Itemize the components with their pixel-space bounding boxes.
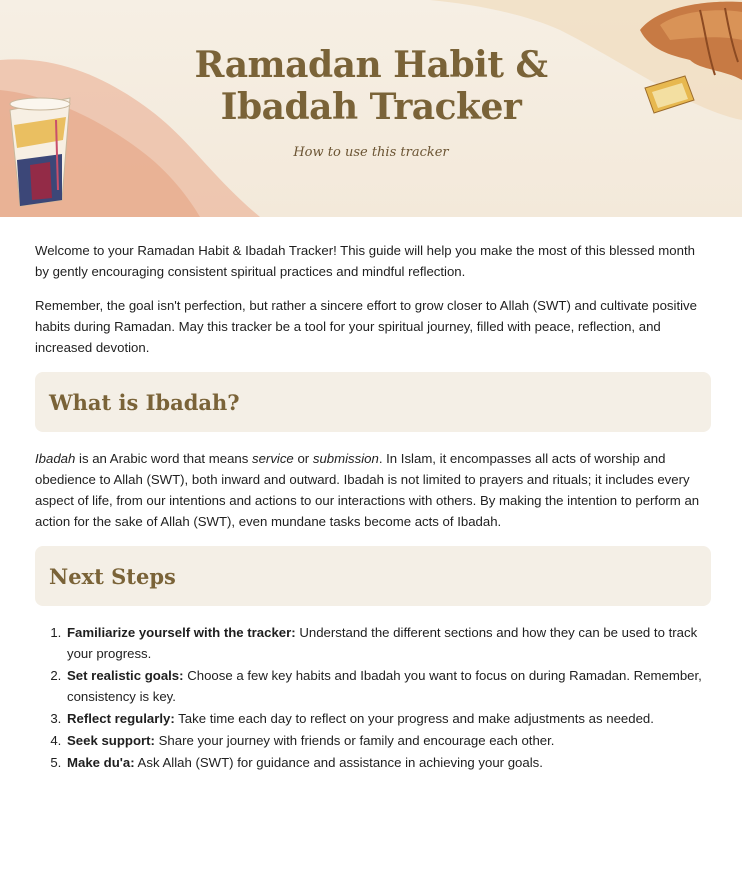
document-body (35, 240, 711, 774)
reminder-paragraph: Remember, the goal isn't perfection, but rather a sincere effort to grow closer to Allah (SWT) and cultivate positive habits during Ramadan. May this tracker be a tool for your spiritual journey, filled with peace, reflection, and increased devotion. (35, 298, 697, 355)
next-steps-list (35, 622, 711, 773)
section-heading: What is Ibadah? (49, 389, 240, 415)
term-ibadah: Ibadah (35, 451, 76, 466)
intro-paragraph: Welcome to your Ramadan Habit & Ibadah Tracker! This guide will help you make the most of this blessed month by gently encouraging consistent spiritual practices and mindful reflection. (35, 243, 695, 279)
section-header-next-steps (35, 546, 711, 606)
list-item: 3. Reflect regularly: Take time each day to reflect on your progress and make adjustments as needed. (65, 708, 711, 729)
list-item: 4. Seek support: Share your journey with friends or family and encourage each other. (65, 730, 711, 751)
section-heading: Next Steps (49, 563, 176, 589)
list-item: 1. Familiarize yourself with the tracker: Understand the different sections and how they can be used to track your progress. (65, 622, 711, 664)
header-banner (0, 0, 742, 217)
ibadah-definition-paragraph: Ibadah is an Arabic word that means service or submission. In Islam, it encompasses all acts of worship and obedience to Allah (SWT), both inward and outward. Ibadah is not limited to prayers and rituals; it includes every aspect of life, from our intentions and actions to our interactions with others. By making the intention to perform an action for the sake of Allah (SWT), even mundane tasks become acts of Ibadah. (35, 451, 700, 529)
list-item: 5. Make du'a: Ask Allah (SWT) for guidance and assistance in achieving your goals. (65, 752, 711, 773)
page-title: Ramadan Habit & Ibadah Tracker (194, 44, 548, 128)
page-subtitle: How to use this tracker (293, 145, 449, 160)
list-item: 2. Set realistic goals: Choose a few key habits and Ibadah you want to focus on during Ramadan. Remember, consistency is key. (65, 665, 711, 707)
section-header-what-is-ibadah (35, 372, 711, 432)
